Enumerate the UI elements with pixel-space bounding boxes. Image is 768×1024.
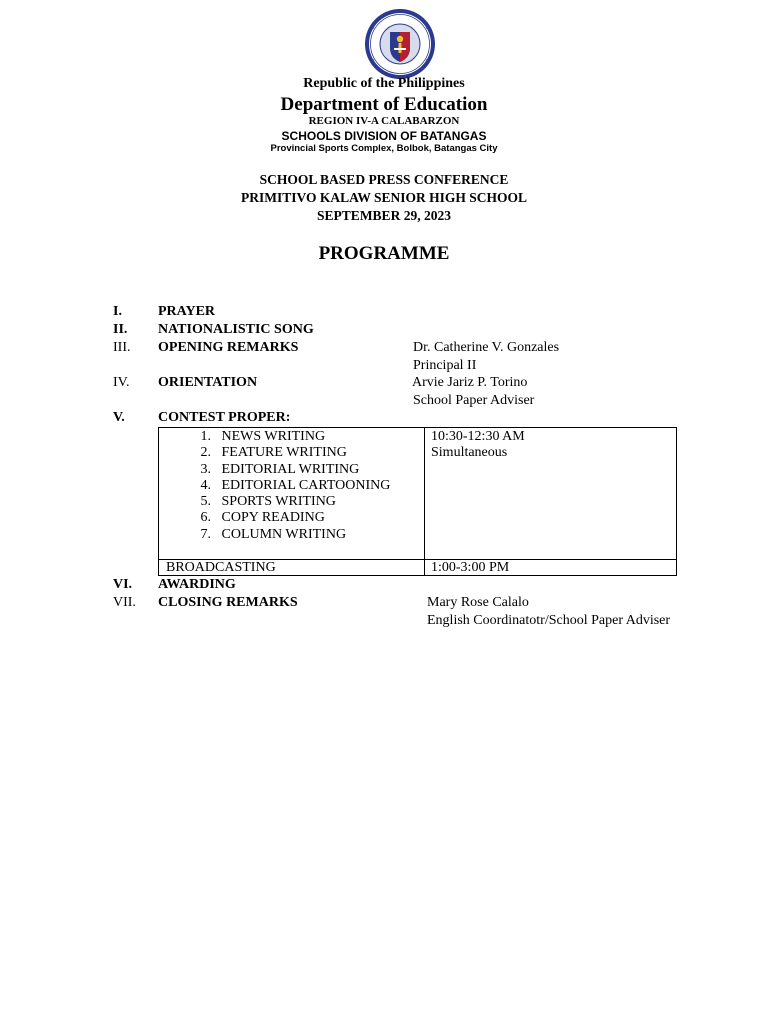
orientation-speaker-role: School Paper Adviser [413,393,535,408]
deped-seal-logo [364,8,436,80]
contest-event-item [173,445,390,461]
opening-speaker-role: Principal II [413,358,477,373]
item-number: II. [113,322,128,337]
item-number: VI. [113,577,133,592]
contest-event-item [173,494,390,510]
contest-event-item [173,429,390,445]
event-date: SEPTEMBER 29, 2023 [317,208,451,223]
contest-event-number: 5. [200,494,211,510]
programme-heading: PROGRAMME [318,243,450,264]
contest-event-number: 7. [200,526,211,542]
contest-event-item [173,478,390,494]
item-number: V. [113,410,125,425]
item-contest-proper: CONTEST PROPER: [158,410,291,425]
opening-speaker: Dr. Catherine V. Gonzales [413,340,560,355]
address-line: Provincial Sports Complex, Bolbok, Batangas City [270,143,498,154]
contest-event-number: 6. [200,510,211,526]
contest-event-number: 2. [200,445,211,461]
contest-event-name: EDITORIAL CARTOONING [221,477,391,493]
contest-time: 10:30-12:30 AM [431,429,525,444]
region-line: REGION IV-A CALABARZON [308,115,460,127]
item-prayer: PRAYER [158,304,216,319]
contest-event-name: SPORTS WRITING [221,494,336,510]
item-number: III. [113,340,131,355]
contest-event-name: EDITORIAL WRITING [221,461,360,477]
department-title: Department of Education [280,94,488,115]
contest-event-item [173,510,390,526]
event-title: SCHOOL BASED PRESS CONFERENCE [259,172,509,187]
item-opening-remarks: OPENING REMARKS [158,340,299,355]
item-awarding: AWARDING [158,577,236,592]
contest-event-list [173,429,390,543]
contest-event-item [173,462,390,478]
contest-event-number: 1. [200,429,211,444]
item-closing-remarks: CLOSING REMARKS [158,595,298,610]
broadcasting-label: BROADCASTING [166,560,276,575]
contest-mode: Simultaneous [431,445,508,460]
contest-event-number: 3. [200,461,211,477]
table-column-divider [424,428,425,575]
closing-speaker-role: English Coordinatotr/School Paper Adviser [427,613,671,628]
republic-line: Republic of the Philippines [303,76,465,91]
contest-event-number: 4. [200,477,211,493]
contest-table [158,427,677,576]
item-number: IV. [113,375,130,390]
division-line: SCHOOLS DIVISION OF BATANGAS [281,129,487,143]
contest-event-name: FEATURE WRITING [221,445,347,461]
item-nationalistic-song: NATIONALISTIC SONG [158,322,314,337]
item-number: VII. [113,595,136,610]
contest-event-name: COLUMN WRITING [221,526,347,542]
broadcasting-time: 1:00-3:00 PM [431,560,510,575]
orientation-speaker: Arvie Jariz P. Torino [412,375,528,390]
contest-event-name: NEWS WRITING [221,429,326,444]
contest-event-name: COPY READING [221,510,325,526]
closing-speaker: Mary Rose Calalo [427,595,529,610]
school-name: PRIMITIVO KALAW SENIOR HIGH SCHOOL [240,190,528,205]
contest-event-item [173,527,390,543]
item-number: I. [113,304,122,319]
item-orientation: ORIENTATION [158,375,258,390]
